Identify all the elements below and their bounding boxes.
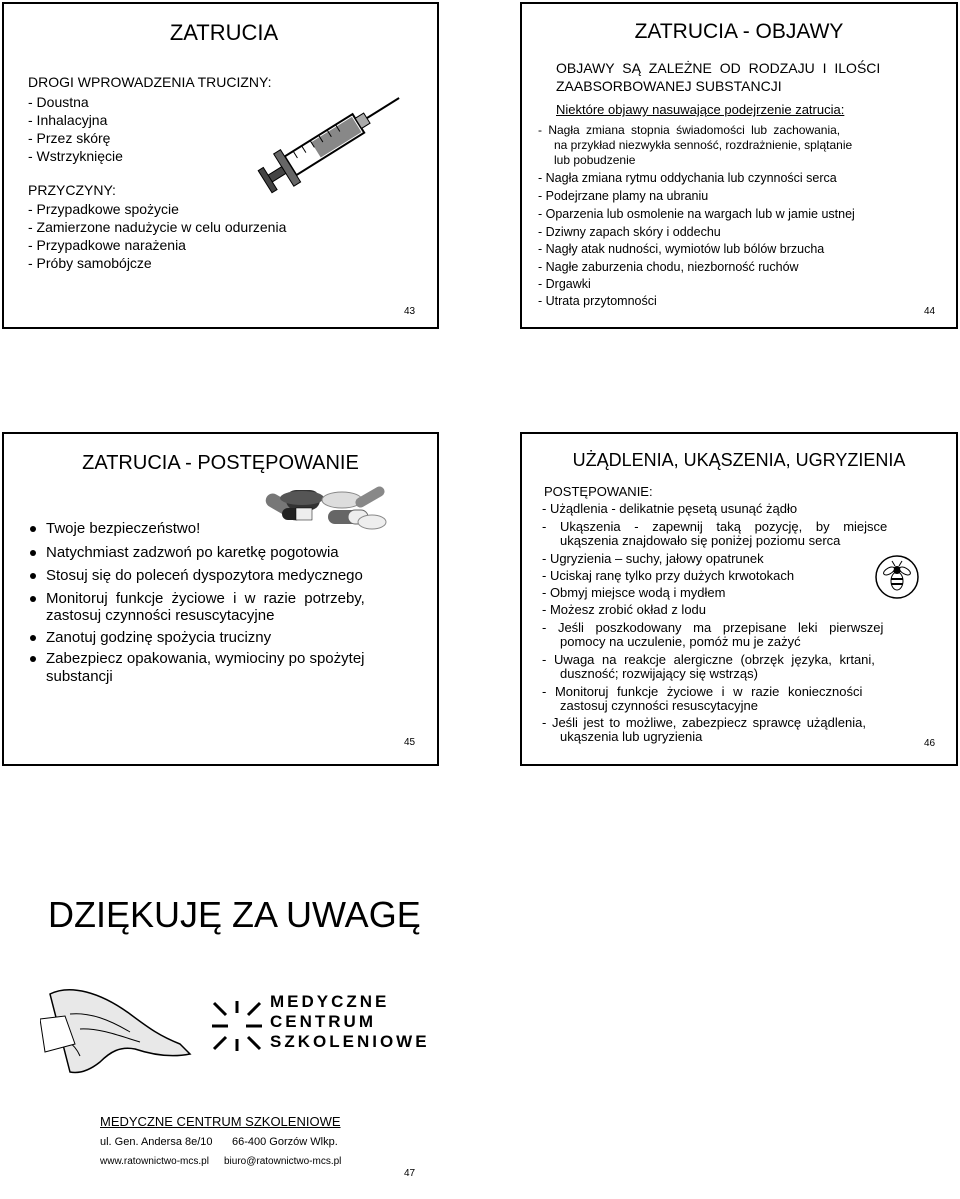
list-item: lub pobudzenie bbox=[554, 153, 636, 167]
hands-icon bbox=[40, 974, 200, 1084]
postal-city: 66-400 Gorzów Wlkp. bbox=[232, 1136, 338, 1148]
bullet-item: Zanotuj godzinę spożycia trucizny bbox=[30, 629, 271, 646]
list-item: na przykład niezwykła senność, rozdrażnienie, splątanie bbox=[554, 138, 853, 152]
slide-thank-you bbox=[2, 864, 439, 1196]
list-item: - Nagłe zaburzenia chodu, niezborność ruchów bbox=[538, 260, 799, 274]
intro-line: ZAABSORBOWANEJ SUBSTANCJI bbox=[556, 78, 782, 94]
list-item-continuation: pomocy na uczulenie, pomóż mu je zażyć bbox=[560, 634, 801, 649]
slide-zatrucia-postepowanie bbox=[2, 432, 439, 766]
list-item: - Użądlenia - delikatnie pęsetą usunąć żądło bbox=[542, 501, 798, 516]
bullet-item: Twoje bezpieczeństwo! bbox=[30, 520, 200, 537]
list-item: - Uwaga na reakcje alergiczne (obrzęk języka, krtani, bbox=[542, 652, 875, 667]
page-number: 47 bbox=[404, 1168, 416, 1179]
list-item: - Obmyj miejsce wodą i mydłem bbox=[542, 585, 726, 600]
list-item: - Zamierzone nadużycie w celu odurzenia bbox=[28, 219, 287, 235]
page-number: 44 bbox=[924, 306, 936, 317]
bullet-item: Stosuj się do poleceń dyspozytora medycznego bbox=[30, 567, 363, 584]
list-item-continuation: ukąszenia lub ugryzienia bbox=[560, 729, 703, 744]
list-item: - Nagła zmiana stopnia świadomości lub zachowania, bbox=[538, 123, 841, 137]
list-item: - Próby samobójcze bbox=[28, 255, 152, 271]
list-item: - Doustna bbox=[28, 94, 89, 110]
bee-icon bbox=[874, 554, 920, 600]
address: ul. Gen. Andersa 8e/10 bbox=[100, 1136, 213, 1148]
bullet-item: Zabezpiecz opakowania, wymiociny po spożytej bbox=[30, 650, 365, 667]
routes-heading: DROGI WPROWADZENIA TRUCIZNY: bbox=[28, 74, 272, 90]
list-item: - Nagły atak nudności, wymiotów lub bólów brzucha bbox=[538, 242, 825, 256]
list-item: - Przez skórę bbox=[28, 130, 111, 146]
list-item-continuation: duszność; rozwijający się wstrząs) bbox=[560, 666, 758, 681]
list-item: - Ugryzienia – suchy, jałowy opatrunek bbox=[542, 551, 764, 566]
list-item-continuation: ukąszenia znajdowało się poniżej poziomu serca bbox=[560, 533, 841, 548]
slide-zatrucia bbox=[2, 2, 439, 329]
email-link[interactable]: biuro@ratownictwo-mcs.pl bbox=[224, 1156, 342, 1167]
logo-text: CENTRUM bbox=[270, 1012, 376, 1031]
section-heading: POSTĘPOWANIE: bbox=[544, 484, 653, 499]
bullet-item: Monitoruj funkcje życiowe i w razie potrzeby, bbox=[30, 590, 365, 607]
symptoms-subheading: Niektóre objawy nasuwające podejrzenie zatrucia: bbox=[556, 102, 845, 117]
syringe-icon bbox=[254, 86, 414, 196]
slide-uzadlenia bbox=[520, 432, 958, 766]
pills-icon bbox=[262, 486, 392, 536]
bullet-item: Natychmiast zadzwoń po karetkę pogotowia bbox=[30, 544, 339, 561]
list-item: - Dziwny zapach skóry i oddechu bbox=[538, 225, 721, 239]
website-link[interactable]: www.ratownictwo-mcs.pl bbox=[100, 1156, 209, 1167]
list-item: - Jeśli jest to możliwe, zabezpiecz sprawcę użądlenia, bbox=[542, 715, 866, 730]
slide-title: ZATRUCIA - OBJAWY bbox=[634, 20, 844, 43]
list-item: - Monitoruj funkcje życiowe i w razie konieczności bbox=[542, 684, 863, 699]
slide-title: ZATRUCIA - POSTĘPOWANIE bbox=[82, 452, 359, 474]
intro-line: OBJAWY SĄ ZALEŻNE OD RODZAJU I ILOŚCI bbox=[556, 60, 881, 76]
list-item-continuation: zastosuj czynności resuscytacyjne bbox=[560, 698, 758, 713]
list-item: - Utrata przytomności bbox=[538, 294, 657, 308]
bullet-continuation: substancji bbox=[46, 668, 113, 685]
page-number: 45 bbox=[404, 737, 416, 748]
list-item: - Wstrzyknięcie bbox=[28, 148, 123, 164]
org-name: MEDYCZNE CENTRUM SZKOLENIOWE bbox=[100, 1114, 341, 1129]
list-item: - Inhalacyjna bbox=[28, 112, 108, 128]
list-item: - Jeśli poszkodowany ma przepisane leki pierwszej bbox=[542, 620, 884, 635]
slide-title: ZATRUCIA bbox=[169, 20, 279, 45]
logo-text: SZKOLENIOWE bbox=[270, 1032, 430, 1051]
list-item: - Nagła zmiana rytmu oddychania lub czynności serca bbox=[538, 171, 837, 185]
slide-title: DZIĘKUJĘ ZA UWAGĘ bbox=[48, 894, 421, 935]
page-number: 43 bbox=[404, 306, 416, 317]
list-item: - Oparzenia lub osmolenie na wargach lub w jamie ustnej bbox=[538, 207, 855, 221]
slide-title: UŻĄDLENIA, UKĄSZENIA, UGRYZIENIA bbox=[572, 450, 906, 470]
causes-heading: PRZYCZYNY: bbox=[28, 182, 116, 198]
list-item: - Przypadkowe narażenia bbox=[28, 237, 186, 253]
logo-text: MEDYCZNE bbox=[270, 992, 390, 1011]
list-item: - Możesz zrobić okład z lodu bbox=[542, 602, 707, 617]
list-item: - Podejrzane plamy na ubraniu bbox=[538, 189, 709, 203]
list-item: - Przypadkowe spożycie bbox=[28, 201, 179, 217]
logo-star-icon bbox=[210, 999, 264, 1053]
list-item: - Drgawki bbox=[538, 277, 591, 291]
list-item: - Ukąszenia - zapewnij taką pozycję, by miejsce bbox=[542, 519, 888, 534]
page-number: 46 bbox=[924, 738, 936, 749]
list-item: - Uciskaj ranę tylko przy dużych krwotokach bbox=[542, 568, 795, 583]
bullet-continuation: zastosuj czynności resuscytacyjne bbox=[46, 607, 275, 624]
slide-zatrucia-objawy bbox=[520, 2, 958, 329]
